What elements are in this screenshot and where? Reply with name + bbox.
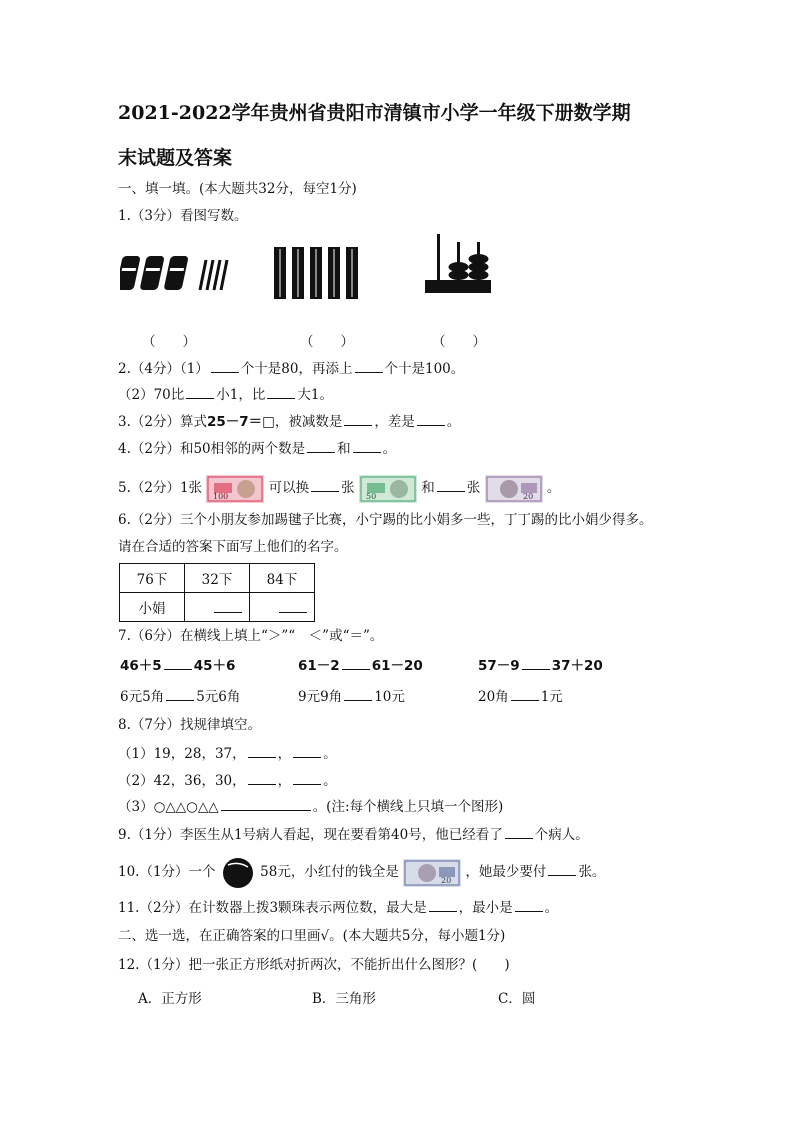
answer-blank[interactable] [522,657,550,670]
ball-icon [220,857,256,889]
svg-text:20: 20 [441,875,452,885]
banknote-50-image [359,475,417,503]
q7-r1-a: 46＋5 45＋6 [120,658,236,674]
stick-bundles-image [120,250,230,295]
q7-text: 7.（6分）在横线上填上“＞”“ ＜”或“＝”。 [118,628,384,644]
answer-blank[interactable] [293,745,321,758]
answer-blank[interactable] [221,798,311,811]
table-cell[interactable] [250,593,315,622]
q1-answer-1[interactable]: （ ） [142,334,196,350]
q9-line: 9.（1分）李医生从1号病人看起，现在要看第40号，他已经看了 个病人。 [118,827,589,843]
q1-text: 1.（3分）看图写数。 [118,208,248,224]
q6-line2: 请在合适的答案下面写上他们的名字。 [118,539,348,555]
q11-line: 11.（2分）在计数器上拨3颗珠表示两位数，最大是 ，最小是 。 [118,900,559,916]
stick-bars-image [272,245,372,300]
q6-table [119,563,315,622]
banknote-20-image [403,859,461,887]
answer-blank[interactable] [248,745,276,758]
answer-blank[interactable] [505,826,533,839]
answer-blank[interactable] [279,598,307,613]
q12-option-a[interactable]: A．正方形 [138,991,202,1007]
answer-blank[interactable] [267,386,295,399]
abacus-image [425,232,493,294]
answer-blank[interactable] [166,688,194,701]
table-row [120,593,315,622]
table-cell: 小娟 [120,593,185,622]
answer-blank[interactable] [548,863,576,876]
answer-blank[interactable] [342,657,370,670]
answer-blank[interactable] [214,598,242,613]
q2-line2: （2）70比 小1，比 大1。 [118,387,333,403]
q12-option-b[interactable]: B．三角形 [312,991,376,1007]
doc-title-line1: 2021-2022学年贵州省贵阳市清镇市小学一年级下册数学期 [118,102,631,124]
q3-line: 3.（2分）算式25－7＝□，被减数是 ，差是 。 [118,414,461,430]
q8-a: （1）19，28，37， ， 。 [118,746,337,762]
q1-answer-2[interactable]: （ ） [300,334,354,350]
q10-line: 10.（1分）一个 58元，小红付的钱全是 20 ，她最少要付 张。 [118,856,605,889]
q7-r1-b: 61－2 61－20 [298,658,423,674]
doc-title-line2: 末试题及答案 [118,147,233,169]
answer-blank[interactable] [344,688,372,701]
q1-answer-3[interactable]: （ ） [432,334,486,350]
banknote-100-image [206,475,264,503]
answer-blank[interactable] [248,772,276,785]
answer-blank[interactable] [429,899,457,912]
svg-text:50: 50 [365,491,377,501]
answer-blank[interactable] [437,479,465,492]
banknote-20-image [485,475,543,503]
svg-text:20: 20 [522,491,533,501]
q5-line: 5.（2分）1张 100 可以换 张 50 和 张 20 。 [118,474,560,503]
q3-expression: 25－7＝□ [206,414,275,430]
q2-line1: 2.（4分）（1） 个十是80，再添上 个十是100。 [118,361,465,377]
q7-r2-a: 6元5角 5元6角 [120,689,241,705]
answer-blank[interactable] [186,386,214,399]
answer-blank[interactable] [164,657,192,670]
q4-line: 4.（2分）和50相邻的两个数是 和 。 [118,441,397,457]
q8-text: 8.（7分）找规律填空。 [118,717,261,733]
answer-blank[interactable] [417,413,445,426]
table-row [120,564,315,593]
answer-blank[interactable] [515,899,543,912]
q7-r2-c: 20角 1元 [478,689,563,705]
table-cell: 76下 [120,564,185,593]
svg-text:100: 100 [213,491,229,501]
q8-c: （3）○△△○△△ 。(注:每个横线上只填一个图形) [118,799,504,815]
q6-line1: 6.（2分）三个小朋友参加踢毽子比赛，小宁踢的比小娟多一些，丁丁踢的比小娟少得多。 [118,512,653,528]
answer-blank[interactable] [211,360,239,373]
answer-blank[interactable] [344,413,372,426]
answer-blank[interactable] [355,360,383,373]
answer-blank[interactable] [307,440,335,453]
table-cell: 84下 [250,564,315,593]
answer-blank[interactable] [293,772,321,785]
answer-blank[interactable] [511,688,539,701]
answer-blank[interactable] [353,440,381,453]
table-cell[interactable] [185,593,250,622]
q12-option-c[interactable]: C．圆 [498,991,536,1007]
q7-r2-b: 9元9角 10元 [298,689,405,705]
section1-heading: 一、填一填。(本大题共32分，每空1分) [118,181,357,197]
q7-r1-c: 57－9 37＋20 [478,658,603,674]
table-cell: 32下 [185,564,250,593]
q12-text: 12.（1分）把一张正方形纸对折两次，不能折出什么图形？( ) [118,957,510,973]
answer-blank[interactable] [311,479,339,492]
section2-heading: 二、选一选，在正确答案的口里画√。(本大题共5分，每小题1分) [118,928,506,944]
q8-b: （2）42，36，30， ， 。 [118,773,337,789]
